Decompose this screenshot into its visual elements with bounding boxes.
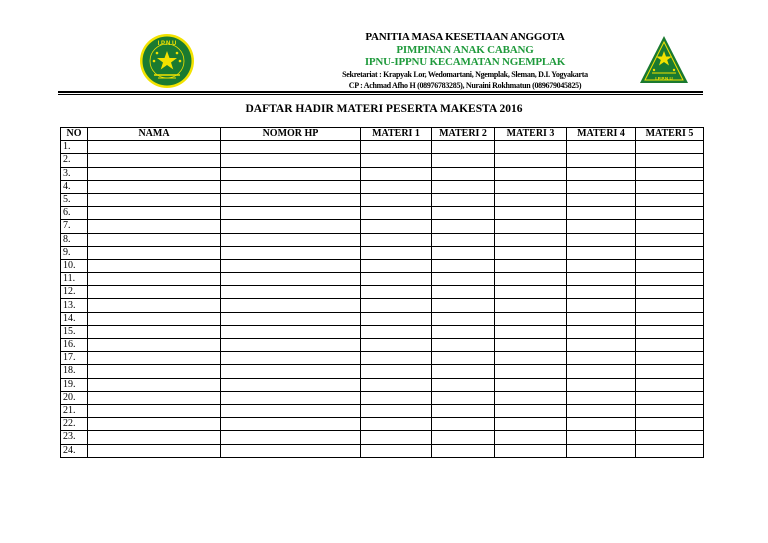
materi-5-cell[interactable] <box>636 246 704 259</box>
table-row <box>61 418 704 431</box>
table-row <box>61 180 704 193</box>
nomor-hp-cell[interactable] <box>221 391 361 404</box>
materi-4-cell[interactable] <box>567 352 636 365</box>
column-header-materi-3: MATERI 3 <box>495 128 567 141</box>
table-row <box>61 352 704 365</box>
materi-3-cell[interactable] <box>495 391 567 404</box>
column-header-materi-5: MATERI 5 <box>636 128 704 141</box>
nama-cell[interactable] <box>88 444 221 457</box>
materi-4-cell[interactable] <box>567 141 636 154</box>
row-number: 14. <box>61 312 88 325</box>
row-number: 17. <box>61 352 88 365</box>
materi-1-cell[interactable] <box>361 378 432 391</box>
table-row <box>61 193 704 206</box>
materi-1-cell[interactable] <box>361 246 432 259</box>
nama-cell[interactable] <box>88 299 221 312</box>
nama-cell[interactable] <box>88 418 221 431</box>
letterhead <box>300 31 630 91</box>
materi-2-cell[interactable] <box>432 141 495 154</box>
nama-cell[interactable] <box>88 339 221 352</box>
materi-1-cell[interactable] <box>361 220 432 233</box>
column-header-nomor-hp: NOMOR HP <box>221 128 361 141</box>
materi-1-cell[interactable] <box>361 418 432 431</box>
materi-1-cell[interactable] <box>361 431 432 444</box>
materi-2-cell[interactable] <box>432 339 495 352</box>
nama-cell[interactable] <box>88 273 221 286</box>
table-row <box>61 431 704 444</box>
column-header-materi-4: MATERI 4 <box>567 128 636 141</box>
materi-3-cell[interactable] <box>495 246 567 259</box>
row-number: 6. <box>61 207 88 220</box>
materi-2-cell[interactable] <box>432 418 495 431</box>
table-row <box>61 339 704 352</box>
materi-3-cell[interactable] <box>495 167 567 180</box>
branch-name: PIMPINAN ANAK CABANG <box>396 43 534 56</box>
table-row <box>61 220 704 233</box>
materi-4-cell[interactable] <box>567 365 636 378</box>
nomor-hp-cell[interactable] <box>221 233 361 246</box>
materi-1-cell[interactable] <box>361 404 432 417</box>
materi-4-cell[interactable] <box>567 378 636 391</box>
materi-4-cell[interactable] <box>567 418 636 431</box>
materi-3-cell[interactable] <box>495 325 567 338</box>
materi-2-cell[interactable] <box>432 167 495 180</box>
materi-3-cell[interactable] <box>495 444 567 457</box>
materi-1-cell[interactable] <box>361 286 432 299</box>
row-number: 10. <box>61 259 88 272</box>
materi-4-cell[interactable] <box>567 154 636 167</box>
materi-3-cell[interactable] <box>495 404 567 417</box>
nomor-hp-cell[interactable] <box>221 378 361 391</box>
materi-3-cell[interactable] <box>495 339 567 352</box>
row-number: 20. <box>61 391 88 404</box>
table-row <box>61 141 704 154</box>
row-number: 18. <box>61 365 88 378</box>
materi-5-cell[interactable] <box>636 378 704 391</box>
materi-1-cell[interactable] <box>361 141 432 154</box>
nama-cell[interactable] <box>88 259 221 272</box>
materi-4-cell[interactable] <box>567 404 636 417</box>
row-number: 9. <box>61 246 88 259</box>
materi-5-cell[interactable] <box>636 339 704 352</box>
materi-4-cell[interactable] <box>567 391 636 404</box>
materi-2-cell[interactable] <box>432 352 495 365</box>
materi-2-cell[interactable] <box>432 193 495 206</box>
nomor-hp-cell[interactable] <box>221 286 361 299</box>
materi-5-cell[interactable] <box>636 365 704 378</box>
nomor-hp-cell[interactable] <box>221 312 361 325</box>
materi-2-cell[interactable] <box>432 273 495 286</box>
materi-5-cell[interactable] <box>636 233 704 246</box>
nama-cell[interactable] <box>88 365 221 378</box>
materi-1-cell[interactable] <box>361 444 432 457</box>
table-row <box>61 404 704 417</box>
materi-2-cell[interactable] <box>432 207 495 220</box>
materi-3-cell[interactable] <box>495 352 567 365</box>
materi-3-cell[interactable] <box>495 233 567 246</box>
materi-2-cell[interactable] <box>432 365 495 378</box>
ippnu-logo-text: I.P.P.N.U <box>655 76 673 81</box>
materi-4-cell[interactable] <box>567 220 636 233</box>
nomor-hp-cell[interactable] <box>221 404 361 417</box>
table-row <box>61 391 704 404</box>
header-rule-thin <box>58 94 703 95</box>
materi-4-cell[interactable] <box>567 207 636 220</box>
materi-2-cell[interactable] <box>432 154 495 167</box>
materi-5-cell[interactable] <box>636 167 704 180</box>
nomor-hp-cell[interactable] <box>221 220 361 233</box>
materi-3-cell[interactable] <box>495 299 567 312</box>
row-number: 24. <box>61 444 88 457</box>
materi-1-cell[interactable] <box>361 391 432 404</box>
materi-5-cell[interactable] <box>636 404 704 417</box>
materi-3-cell[interactable] <box>495 312 567 325</box>
document-title: DAFTAR HADIR MATERI PESERTA MAKESTA 2016 <box>245 103 523 115</box>
materi-3-cell[interactable] <box>495 431 567 444</box>
nama-cell[interactable] <box>88 246 221 259</box>
nama-cell[interactable] <box>88 378 221 391</box>
nomor-hp-cell[interactable] <box>221 154 361 167</box>
materi-4-cell[interactable] <box>567 312 636 325</box>
materi-3-cell[interactable] <box>495 180 567 193</box>
materi-1-cell[interactable] <box>361 180 432 193</box>
ipnu-logo-icon <box>138 33 196 89</box>
materi-1-cell[interactable] <box>361 193 432 206</box>
nomor-hp-cell[interactable] <box>221 418 361 431</box>
materi-4-cell[interactable] <box>567 259 636 272</box>
materi-1-cell[interactable] <box>361 207 432 220</box>
materi-1-cell[interactable] <box>361 312 432 325</box>
row-number: 8. <box>61 233 88 246</box>
nomor-hp-cell[interactable] <box>221 207 361 220</box>
row-number: 21. <box>61 404 88 417</box>
nomor-hp-cell[interactable] <box>221 141 361 154</box>
nomor-hp-cell[interactable] <box>221 246 361 259</box>
table-row <box>61 167 704 180</box>
materi-5-cell[interactable] <box>636 352 704 365</box>
nama-cell[interactable] <box>88 193 221 206</box>
row-number: 19. <box>61 378 88 391</box>
materi-1-cell[interactable] <box>361 325 432 338</box>
materi-2-cell[interactable] <box>432 259 495 272</box>
nama-cell[interactable] <box>88 404 221 417</box>
row-number: 1. <box>61 141 88 154</box>
row-number: 16. <box>61 339 88 352</box>
nama-cell[interactable] <box>88 325 221 338</box>
materi-2-cell[interactable] <box>432 404 495 417</box>
table-row <box>61 207 704 220</box>
materi-2-cell[interactable] <box>432 431 495 444</box>
row-number: 3. <box>61 167 88 180</box>
secretariat-address: Sekretariat : Krapyak Lor, Wedomartani, Ngemplak, Sleman, D.I. Yogyakarta <box>342 69 588 79</box>
materi-4-cell[interactable] <box>567 246 636 259</box>
materi-5-cell[interactable] <box>636 273 704 286</box>
header-rule-thick <box>58 91 703 93</box>
table-row <box>61 273 704 286</box>
nama-cell[interactable] <box>88 141 221 154</box>
materi-4-cell[interactable] <box>567 273 636 286</box>
materi-2-cell[interactable] <box>432 246 495 259</box>
nama-cell[interactable] <box>88 180 221 193</box>
materi-3-cell[interactable] <box>495 207 567 220</box>
materi-4-cell[interactable] <box>567 299 636 312</box>
materi-1-cell[interactable] <box>361 259 432 272</box>
nomor-hp-cell[interactable] <box>221 299 361 312</box>
materi-1-cell[interactable] <box>361 233 432 246</box>
table-row <box>61 259 704 272</box>
row-number: 4. <box>61 180 88 193</box>
table-row <box>61 312 704 325</box>
committee-name: PANITIA MASA KESETIAAN ANGGOTA <box>365 31 565 43</box>
nomor-hp-cell[interactable] <box>221 352 361 365</box>
materi-2-cell[interactable] <box>432 312 495 325</box>
materi-3-cell[interactable] <box>495 418 567 431</box>
attendance-table <box>60 127 704 458</box>
materi-1-cell[interactable] <box>361 167 432 180</box>
ippnu-logo <box>638 34 690 86</box>
materi-3-cell[interactable] <box>495 259 567 272</box>
materi-1-cell[interactable] <box>361 154 432 167</box>
nama-cell[interactable] <box>88 312 221 325</box>
nama-cell[interactable] <box>88 431 221 444</box>
column-header-materi-2: MATERI 2 <box>432 128 495 141</box>
materi-3-cell[interactable] <box>495 220 567 233</box>
materi-1-cell[interactable] <box>361 339 432 352</box>
materi-1-cell[interactable] <box>361 365 432 378</box>
ipnu-logo-text: I.P.N.U <box>157 41 177 47</box>
materi-5-cell[interactable] <box>636 207 704 220</box>
materi-4-cell[interactable] <box>567 180 636 193</box>
materi-3-cell[interactable] <box>495 378 567 391</box>
materi-4-cell[interactable] <box>567 233 636 246</box>
row-number: 13. <box>61 299 88 312</box>
materi-4-cell[interactable] <box>567 444 636 457</box>
row-number: 11. <box>61 273 88 286</box>
materi-2-cell[interactable] <box>432 325 495 338</box>
nomor-hp-cell[interactable] <box>221 365 361 378</box>
materi-4-cell[interactable] <box>567 325 636 338</box>
materi-2-cell[interactable] <box>432 378 495 391</box>
materi-5-cell[interactable] <box>636 444 704 457</box>
materi-4-cell[interactable] <box>567 431 636 444</box>
row-number: 12. <box>61 286 88 299</box>
nomor-hp-cell[interactable] <box>221 180 361 193</box>
materi-5-cell[interactable] <box>636 193 704 206</box>
nama-cell[interactable] <box>88 391 221 404</box>
materi-2-cell[interactable] <box>432 444 495 457</box>
nama-cell[interactable] <box>88 233 221 246</box>
materi-1-cell[interactable] <box>361 273 432 286</box>
materi-5-cell[interactable] <box>636 391 704 404</box>
materi-3-cell[interactable] <box>495 286 567 299</box>
organization-name: IPNU-IPPNU KECAMATAN NGEMPLAK <box>364 56 566 68</box>
materi-2-cell[interactable] <box>432 180 495 193</box>
materi-3-cell[interactable] <box>495 273 567 286</box>
table-row <box>61 325 704 338</box>
column-header-nama: NAMA <box>88 128 221 141</box>
table-row <box>61 299 704 312</box>
materi-4-cell[interactable] <box>567 339 636 352</box>
materi-5-cell[interactable] <box>636 180 704 193</box>
materi-2-cell[interactable] <box>432 299 495 312</box>
table-row <box>61 365 704 378</box>
materi-4-cell[interactable] <box>567 193 636 206</box>
materi-3-cell[interactable] <box>495 365 567 378</box>
materi-5-cell[interactable] <box>636 325 704 338</box>
materi-2-cell[interactable] <box>432 286 495 299</box>
nomor-hp-cell[interactable] <box>221 339 361 352</box>
table-row <box>61 444 704 457</box>
materi-1-cell[interactable] <box>361 352 432 365</box>
materi-3-cell[interactable] <box>495 154 567 167</box>
table-row <box>61 233 704 246</box>
materi-5-cell[interactable] <box>636 154 704 167</box>
nomor-hp-cell[interactable] <box>221 444 361 457</box>
materi-3-cell[interactable] <box>495 193 567 206</box>
nomor-hp-cell[interactable] <box>221 167 361 180</box>
materi-5-cell[interactable] <box>636 431 704 444</box>
materi-5-cell[interactable] <box>636 286 704 299</box>
row-number: 2. <box>61 154 88 167</box>
table-row <box>61 378 704 391</box>
row-number: 7. <box>61 220 88 233</box>
nama-cell[interactable] <box>88 207 221 220</box>
nama-cell[interactable] <box>88 154 221 167</box>
ipnu-logo <box>138 33 196 89</box>
materi-3-cell[interactable] <box>495 141 567 154</box>
nama-cell[interactable] <box>88 352 221 365</box>
materi-5-cell[interactable] <box>636 141 704 154</box>
materi-4-cell[interactable] <box>567 286 636 299</box>
materi-5-cell[interactable] <box>636 312 704 325</box>
nomor-hp-cell[interactable] <box>221 431 361 444</box>
nomor-hp-cell[interactable] <box>221 193 361 206</box>
nomor-hp-cell[interactable] <box>221 325 361 338</box>
row-number: 15. <box>61 325 88 338</box>
row-number: 23. <box>61 431 88 444</box>
table-header-row <box>61 128 704 141</box>
nama-cell[interactable] <box>88 167 221 180</box>
nama-cell[interactable] <box>88 220 221 233</box>
table-row <box>61 246 704 259</box>
table-row <box>61 286 704 299</box>
row-number: 5. <box>61 193 88 206</box>
row-number: 22. <box>61 418 88 431</box>
column-header-no: NO <box>61 128 88 141</box>
materi-5-cell[interactable] <box>636 259 704 272</box>
column-header-materi-1: MATERI 1 <box>361 128 432 141</box>
materi-2-cell[interactable] <box>432 220 495 233</box>
nama-cell[interactable] <box>88 286 221 299</box>
ippnu-logo-icon <box>638 34 690 86</box>
contact-person: CP : Achmad Afho H (08976783285), Nuraini Rokhmatun (089679045825) <box>348 80 582 90</box>
nomor-hp-cell[interactable] <box>221 273 361 286</box>
nomor-hp-cell[interactable] <box>221 259 361 272</box>
materi-1-cell[interactable] <box>361 299 432 312</box>
materi-5-cell[interactable] <box>636 299 704 312</box>
materi-5-cell[interactable] <box>636 418 704 431</box>
materi-2-cell[interactable] <box>432 391 495 404</box>
materi-2-cell[interactable] <box>432 233 495 246</box>
table-row <box>61 154 704 167</box>
materi-5-cell[interactable] <box>636 220 704 233</box>
materi-4-cell[interactable] <box>567 167 636 180</box>
